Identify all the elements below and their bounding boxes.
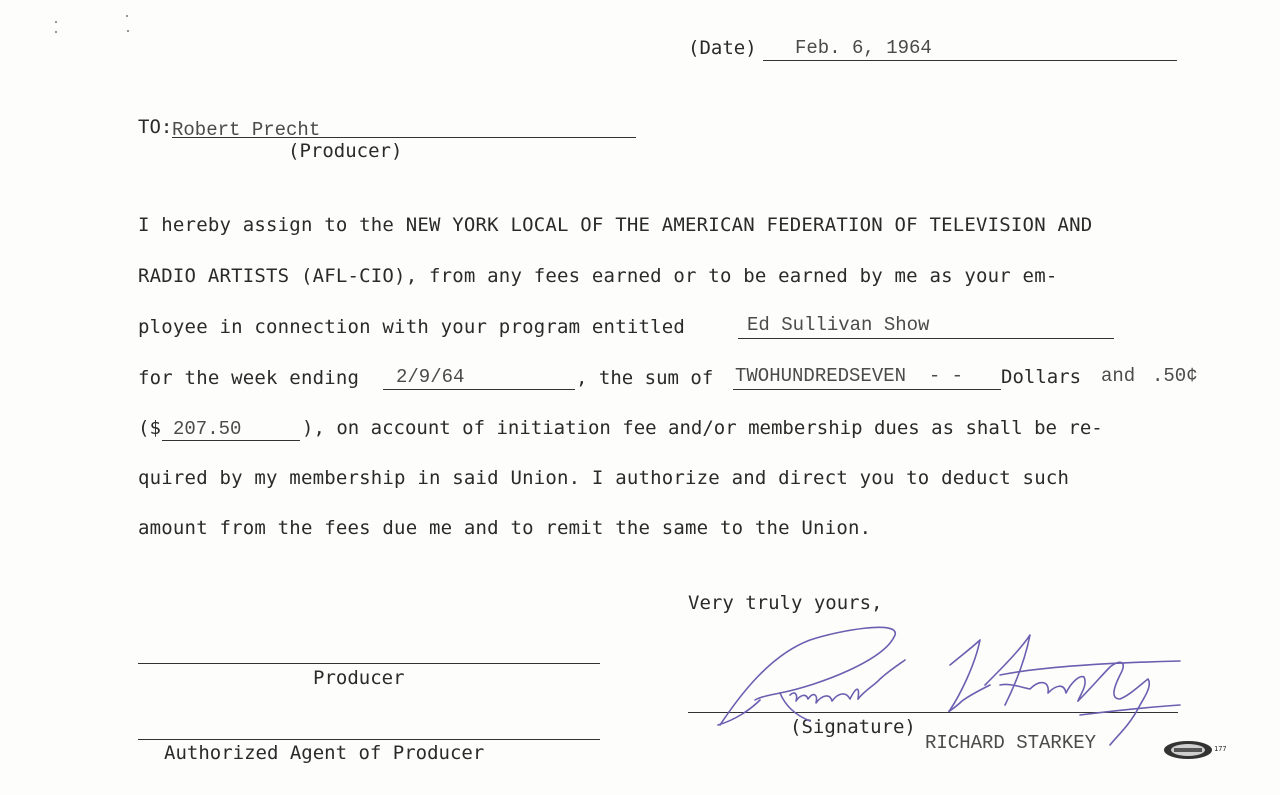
union-label-number: 177 (1214, 745, 1227, 753)
signer-name: RICHARD STARKEY (925, 732, 1097, 754)
body-line-3 (138, 316, 685, 338)
date-label: (Date) (688, 37, 757, 59)
body-line-1: I hereby assign to the NEW YORK LOCAL OF THE AMERICAN FEDERATION OF TELEVISION AND (138, 214, 1093, 236)
body-line-3-text: ployee in connection with your program entitled (138, 316, 686, 338)
body-line-7: amount from the fees due me and to remit the same to the Union. (138, 517, 872, 539)
amount-value: 207.50 (173, 418, 242, 440)
program-name: Ed Sullivan Show (747, 314, 930, 336)
body-line-4-pre: for the week ending (138, 367, 360, 389)
sum-underline (733, 389, 1001, 390)
sum-of-label: , the sum of (576, 367, 714, 389)
paper-speck (127, 30, 129, 32)
addressee-underline (172, 137, 636, 138)
paper-speck (55, 31, 57, 33)
addressee-name: Robert Precht (172, 119, 321, 141)
to-label: TO: (138, 116, 173, 138)
amount-underline (162, 440, 300, 441)
agent-signature-line (138, 739, 600, 740)
and-label: and (1101, 365, 1136, 387)
week-ending-value: 2/9/64 (396, 366, 465, 388)
date-value: Feb. 6, 1964 (795, 37, 932, 59)
week-ending-underline (383, 389, 575, 390)
addressee-role: (Producer) (288, 140, 403, 162)
body-line-2: RADIO ARTISTS (AFL-CIO), from any fees earned or to be earned by me as your em- (138, 265, 1058, 287)
union-label-icon (1162, 738, 1214, 762)
paper-speck (55, 21, 57, 23)
paper-speck (126, 15, 128, 17)
producer-signature-line (138, 663, 600, 664)
salutation: Very truly yours, (688, 592, 883, 614)
amount-open: ($ (138, 417, 161, 439)
program-underline (738, 338, 1114, 339)
date-underline (763, 60, 1177, 61)
sum-words: TWOHUNDREDSEVEN - - (735, 365, 964, 387)
cents-value: .50¢ (1152, 365, 1198, 387)
dollars-label: Dollars (1001, 366, 1082, 388)
handwritten-signature (700, 615, 1200, 765)
producer-label: Producer (313, 667, 405, 689)
body-line-6: quired by my membership in said Union. I authorize and direct you to deduct such (138, 467, 1070, 489)
signature-label: (Signature) (790, 716, 916, 738)
body-line-5: ), on account of initiation fee and/or membership dues as shall be re- (302, 417, 1103, 439)
agent-label: Authorized Agent of Producer (164, 742, 485, 764)
